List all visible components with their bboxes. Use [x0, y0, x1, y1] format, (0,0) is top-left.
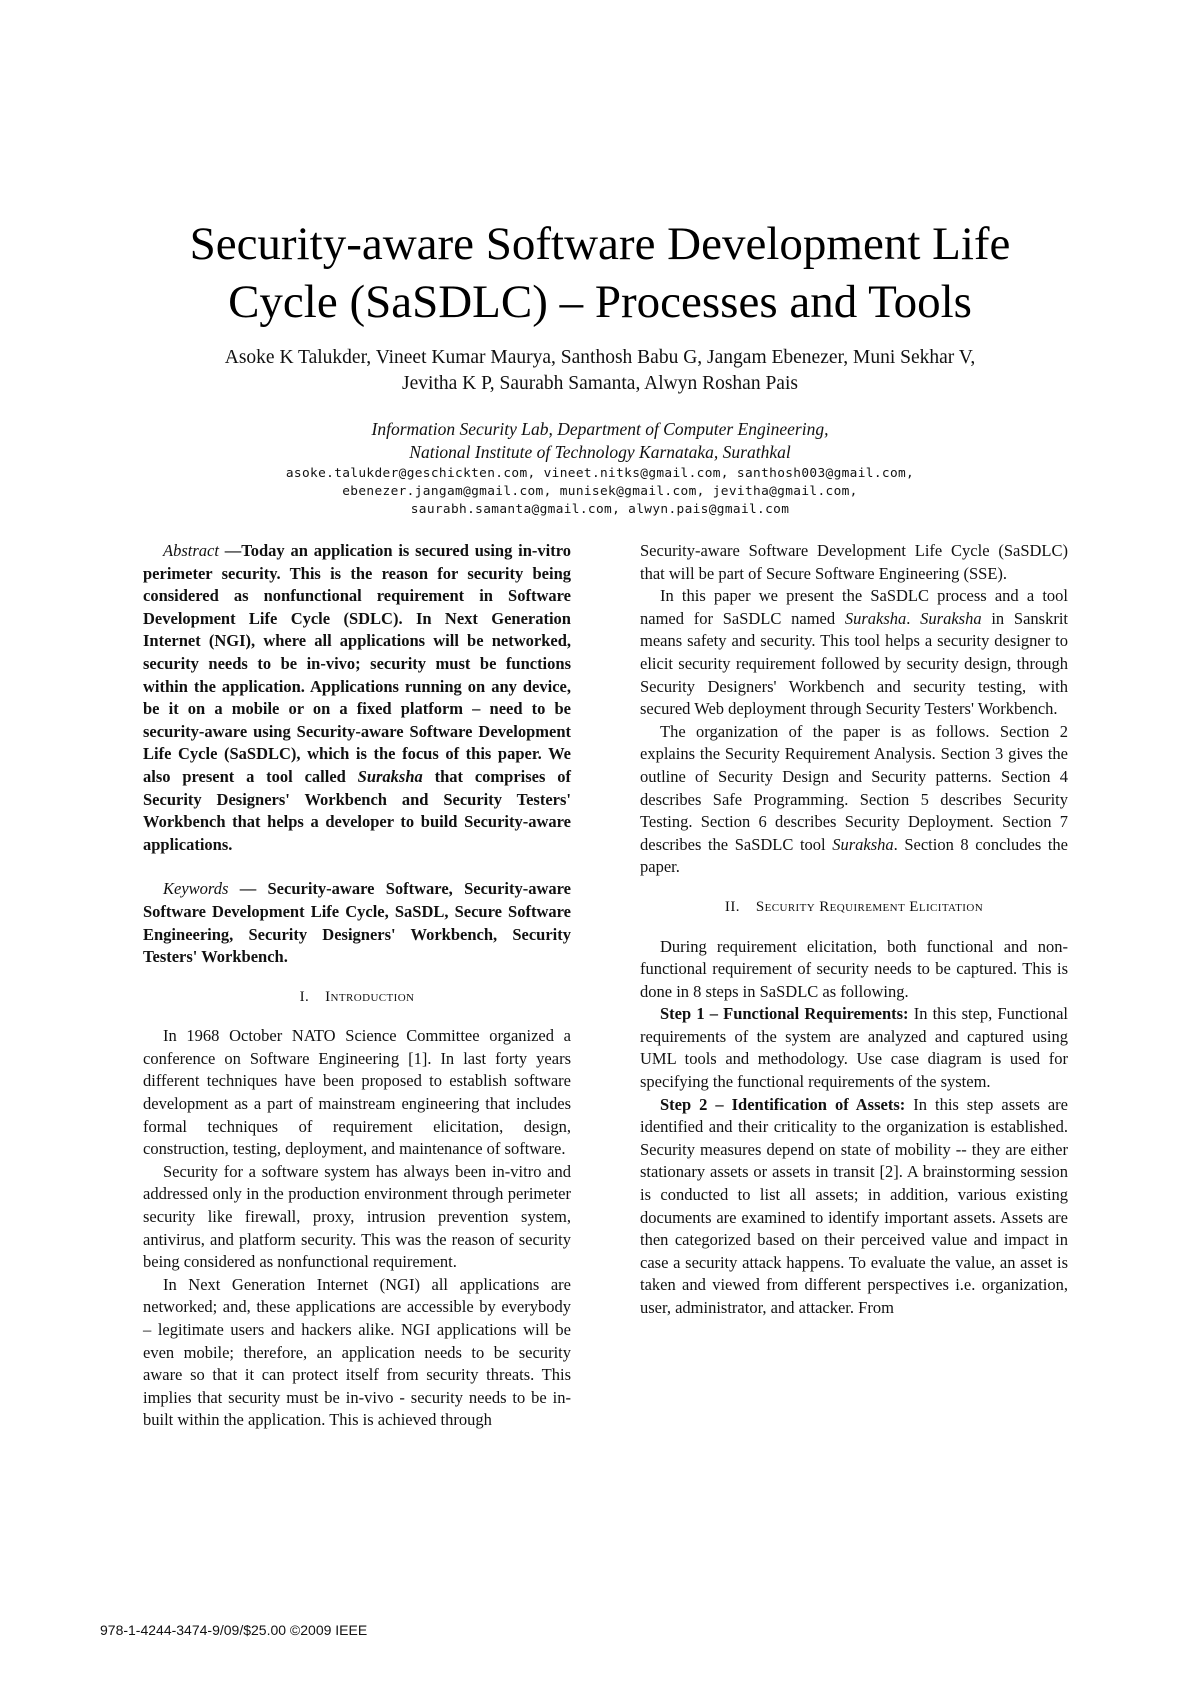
section-title: Security Requirement Elicitation — [755, 898, 984, 915]
emails-line-2: ebenezer.jangam@gmail.com, munisek@gmail.com, jevitha@gmail.com, — [342, 484, 858, 499]
copyright-footer: 978-1-4244-3474-9/09/$25.00 ©2009 IEEE — [100, 1622, 368, 1638]
step-2-label: Step 2 – Identification of Assets: — [660, 1094, 906, 1114]
section-title: Introduction — [325, 988, 415, 1005]
section-number: I. — [299, 988, 310, 1005]
affiliation — [150, 418, 1050, 464]
authors-line-2: Jevitha K P, Saurabh Samanta, Alwyn Roshan Pais — [402, 373, 798, 394]
left-column — [143, 540, 571, 1432]
author-list — [150, 345, 1050, 397]
section-number: II. — [724, 898, 740, 915]
intro-paragraph-5: The organization of the paper is as follows. Section 2 explains the Security Requirement Analysis. Section 3 gives the outline of Security Design and Security patterns. Section 4 describes Safe Programming. Section 5 describes Security Testing. Section 6 describes Security Deployment. Section 7 describes the SaSDLC tool Suraksha. Section 8 concludes the paper. — [640, 721, 1068, 877]
keywords-text: Security-aware Software, Security-aware Software Development Life Cycle, SaSDL, Secure Software Engineering, Security Designers' Workbench, Security Testers' Workbench. — [143, 879, 571, 967]
affiliation-line-2: National Institute of Technology Karnataka, Surathkal — [409, 442, 791, 462]
abstract — [143, 540, 571, 856]
tool-name: Suraksha — [844, 608, 907, 628]
affiliation-line-1: Information Security Lab, Department of Computer Engineering, — [371, 419, 829, 439]
intro-paragraph-4: In this paper we present the SaSDLC process and a tool named for SaSDLC named Suraksha. Suraksha in Sanskrit means safety and security. This tool helps a security designer to elicit security requirement followed by security design, through Security Designers' Workbench and security testing, with secured Web deployment through Security Testers' Workbench. — [640, 586, 1069, 719]
intro-continued-paragraph: Security-aware Software Development Life Cycle (SaSDLC) that will be part of Secure Software Engineering (SSE). — [640, 541, 1068, 583]
abstract-text-2: that comprises of Security Designers' Workbench and Security Testers' Workbench that helps a developer to build Security-aware applications. — [143, 766, 571, 854]
abstract-tool-name: Suraksha — [357, 766, 423, 786]
intro-paragraph-3: In Next Generation Internet (NGI) all applications are networked; and, these applications are accessible by everybody – legitimate users and hackers alike. NGI applications will be even mobile; therefore, an application needs to be security aware so that it can protect itself from security threats. This implies that security must be in-vivo - security needs to be in-built within the application. This is achieved through — [143, 1274, 571, 1430]
tool-name: Suraksha — [920, 608, 982, 628]
abstract-dash: — — [218, 541, 242, 560]
intro-paragraph-1: In 1968 October NATO Science Committee organized a conference on Software Engineering [1]. In last forty years different techniques have been proposed to establish software development as a part of mainstream engineering that includes formal techniques of requirement elicitation, design, construction, testing, deployment, and maintenance of software. — [143, 1026, 571, 1159]
abstract-text-1: Today an application is secured using in-vitro perimeter security. This is the reason for security being considered as nonfunctional requirement in Software Development Life Cycle (SDLC). In Next Generation Internet (NGI), where all applications will be networked, security needs to be in-vivo; security must be functions within the application. Applications running on any device, be it on a mobile or on a fixed platform – need to be security-aware using Security-aware Software Development Life Cycle (SaSDLC), which is the focus of this paper. We also present a tool called — [143, 541, 572, 786]
section-heading-requirement-elicitation — [640, 896, 1068, 919]
tool-name: Suraksha — [832, 834, 894, 854]
keywords — [143, 878, 571, 968]
keywords-label: Keywords — [163, 879, 229, 899]
abstract-label: Abstract — [163, 541, 219, 560]
section-heading-introduction — [143, 986, 571, 1009]
paper-title — [140, 215, 1060, 331]
step-1-label: Step 1 – Functional Requirements: — [660, 1004, 909, 1024]
step-1-paragraph: Step 1 – Functional Requirements: In this step, Functional requirements of the system are analyzed and captured using UML tools and methodology. Use case diagram is used for specifying the functional requirements of the system. — [640, 1004, 1068, 1092]
emails-line-3: saurabh.samanta@gmail.com, alwyn.pais@gmail.com — [410, 502, 790, 517]
keywords-dash: — — [228, 879, 268, 899]
step-2-paragraph: Step 2 – Identification of Assets: In this step assets are identified and their criticality to the organization is established. Security measures depend on state of mobility -- they are either stationary assets or assets in transit [2]. A brainstorming session is conducted to list all assets; in addition, various existing documents are examined to identify important assets. Assets are then categorized based on their perceived value and impact in case a security attack happens. To evaluate the value, an asset is taken and viewed from different perspectives i.e. organization, user, administrator, and attacker. From — [640, 1094, 1068, 1317]
elicitation-paragraph-1: During requirement elicitation, both functional and non-functional requirement of security needs to be captured. This is done in 8 steps in SaSDLC as following. — [640, 936, 1068, 1001]
right-column — [640, 540, 1068, 1320]
intro-paragraph-2: Security for a software system has always been in-vitro and addressed only in the production environment through perimeter security like firewall, proxy, intrusion prevention system, antivirus, and platform security. This was the reason of security being considered as nonfunctional requirement. — [143, 1161, 571, 1272]
emails-line-1: asoke.talukder@geschickten.com, vineet.nitks@gmail.com, santhosh003@gmail.com, — [285, 466, 915, 481]
title-line-1: Security-aware Software Development Life — [189, 218, 1011, 270]
title-line-2: Cycle (SaSDLC) – Processes and Tools — [228, 276, 972, 328]
author-emails — [100, 465, 1100, 519]
authors-line-1: Asoke K Talukder, Vineet Kumar Maurya, Santhosh Babu G, Jangam Ebenezer, Muni Sekhar V, — [224, 347, 976, 368]
